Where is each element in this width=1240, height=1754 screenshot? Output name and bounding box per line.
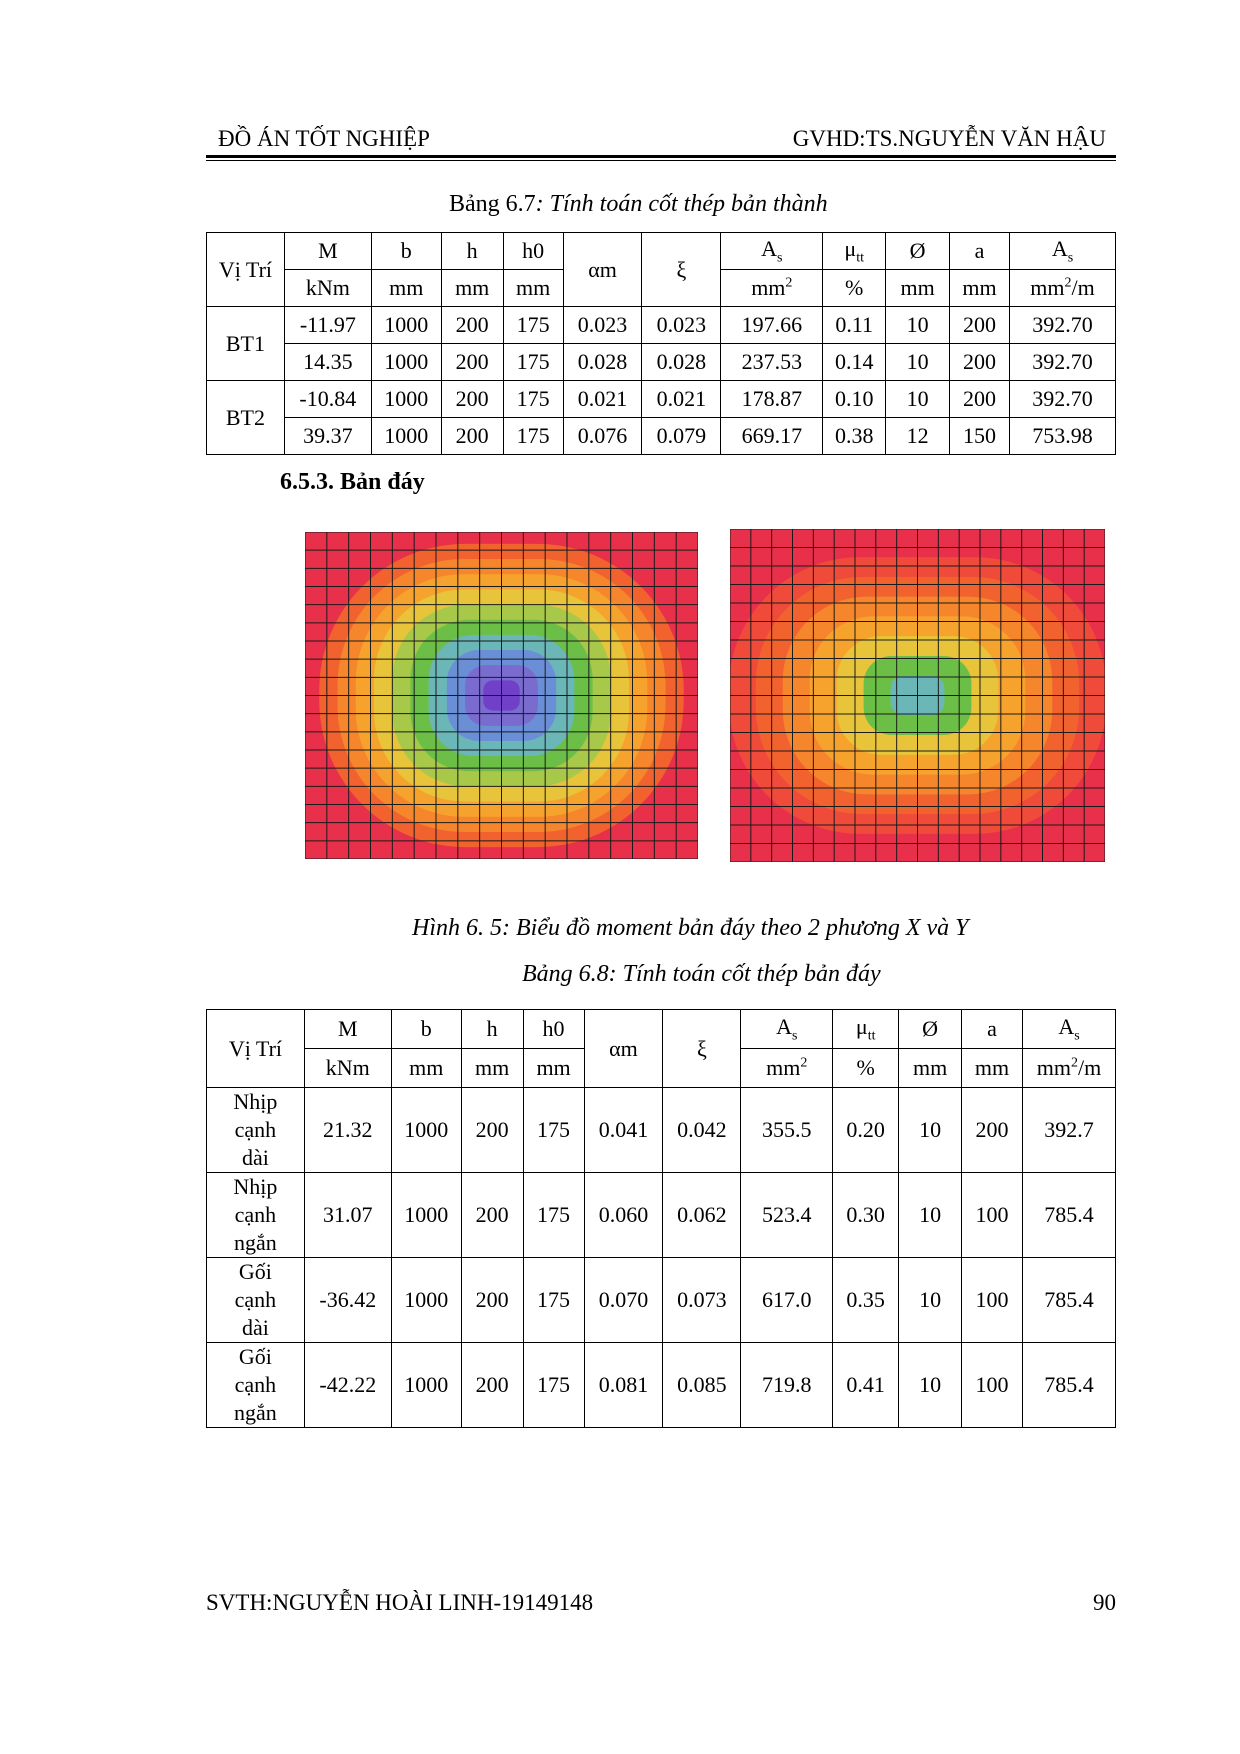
row-group-label: BT2 [207, 381, 285, 455]
table1-body [207, 307, 1116, 455]
unit-M: kNm [284, 270, 371, 307]
table-cell: 200 [461, 1173, 523, 1258]
table-cell: 200 [950, 381, 1010, 418]
header-right: GVHD:TS.NGUYỄN VĂN HẬU [792, 126, 1106, 151]
table-cell: 175 [503, 418, 563, 455]
moment-contour-y [730, 529, 1105, 862]
table-cell: 100 [962, 1173, 1023, 1258]
table-cell: 1000 [371, 344, 441, 381]
row-label-line: dài [241, 1315, 269, 1340]
table-cell: 1000 [391, 1173, 461, 1258]
col-header-am: αm [563, 233, 642, 307]
page-number: 90 [1093, 1590, 1116, 1615]
table-cell: 175 [503, 344, 563, 381]
footer-student: SVTH:NGUYỄN HOÀI LINH-19149148 [206, 1590, 594, 1615]
table-cell: 200 [441, 307, 503, 344]
table-cell: 178.87 [721, 381, 823, 418]
unit-mu: % [833, 1049, 899, 1088]
table-cell: 0.028 [563, 344, 642, 381]
table-cell: 200 [441, 418, 503, 455]
table-cell: 200 [962, 1088, 1023, 1173]
table-cell: 200 [441, 344, 503, 381]
table-cell: 392.70 [1010, 307, 1116, 344]
row-label-line: Gối [238, 1344, 272, 1369]
table-cell: 39.37 [284, 418, 371, 455]
table-row [207, 1088, 1116, 1173]
table-cell: 200 [461, 1258, 523, 1343]
table-cell: 31.07 [304, 1173, 391, 1258]
table-cell: 0.021 [642, 381, 721, 418]
table-row [207, 418, 1116, 455]
row-label-line: cạnh [234, 1202, 277, 1227]
table-cell: 0.14 [823, 344, 886, 381]
unit-As-per-m: $mm^2/m$ [1010, 270, 1116, 307]
unit-b: mm [391, 1049, 461, 1088]
col-header-a: a [962, 1010, 1023, 1049]
row-label-line: Nhịp [233, 1174, 278, 1199]
table-row [207, 307, 1116, 344]
unit-M: kNm [304, 1049, 391, 1088]
row-label-line: Gối [238, 1259, 272, 1284]
unit-a: mm [962, 1049, 1023, 1088]
row-label-line: cạnh [234, 1372, 277, 1397]
table-cell: 719.8 [741, 1343, 833, 1428]
unit-As: $mm^2$ [721, 270, 823, 307]
unit-mu: % [823, 270, 886, 307]
unit-As: $mm^2$ [741, 1049, 833, 1088]
section-title: 6.5.3. Bản đáy [280, 469, 425, 495]
unit-phi: mm [886, 270, 950, 307]
col-header-vitri: Vị Trí [207, 233, 285, 307]
col-header-M: M [284, 233, 371, 270]
table-cell: 12 [886, 418, 950, 455]
col-header-h: h [461, 1010, 523, 1049]
table-cell: 175 [503, 307, 563, 344]
table-cell: 150 [950, 418, 1010, 455]
table-cell: 175 [523, 1343, 584, 1428]
table-cell: 237.53 [721, 344, 823, 381]
table-cell: 10 [886, 307, 950, 344]
row-label-line: Nhịp [233, 1089, 278, 1114]
col-header-xi: ξ [642, 233, 721, 307]
table2-body [207, 1088, 1116, 1428]
table-cell: 0.023 [563, 307, 642, 344]
table-cell: 200 [950, 307, 1010, 344]
table-cell: 523.4 [741, 1173, 833, 1258]
table-cell: -10.84 [284, 381, 371, 418]
row-label-line: cạnh [234, 1287, 277, 1312]
table-cell: -11.97 [284, 307, 371, 344]
page-header [206, 120, 1116, 156]
header-left: ĐỒ ÁN TỐT NGHIỆP [218, 126, 430, 151]
row-label-line: cạnh [234, 1117, 277, 1142]
table-cell: 200 [441, 381, 503, 418]
col-header-phi: Ø [886, 233, 950, 270]
table-cell: 0.041 [584, 1088, 663, 1173]
table-cell: 10 [886, 344, 950, 381]
col-header-mu: $\mu_{tt}$ [833, 1010, 899, 1049]
table-cell: 0.023 [642, 307, 721, 344]
figure-caption: Hình 6. 5: Biểu đồ moment bản đáy theo 2 phương X và Y [412, 915, 969, 941]
table-cell: 0.081 [584, 1343, 663, 1428]
table-cell: 175 [523, 1088, 584, 1173]
table-cell: 1000 [391, 1088, 461, 1173]
table-cell: 392.7 [1022, 1088, 1115, 1173]
table-row [207, 1343, 1116, 1428]
col-header-phi: Ø [899, 1010, 962, 1049]
header-rule-thin [206, 160, 1116, 161]
table2-slab-reinforcement [206, 1009, 1116, 1428]
table-cell: 197.66 [721, 307, 823, 344]
table-cell: 21.32 [304, 1088, 391, 1173]
unit-a: mm [950, 270, 1010, 307]
table-cell: 785.4 [1022, 1343, 1115, 1428]
row-label [207, 1173, 305, 1258]
table-cell: 617.0 [741, 1258, 833, 1343]
table-cell: 0.073 [663, 1258, 741, 1343]
table-cell: 1000 [371, 307, 441, 344]
row-label-line: ngắn [234, 1230, 277, 1255]
table-cell: 175 [503, 381, 563, 418]
table-cell: 0.070 [584, 1258, 663, 1343]
col-header-b: b [391, 1010, 461, 1049]
row-label-line: ngắn [234, 1400, 277, 1425]
table-cell: 392.70 [1010, 381, 1116, 418]
row-label-line: dài [241, 1145, 269, 1170]
table-cell: 0.30 [833, 1173, 899, 1258]
table-cell: 10 [899, 1258, 962, 1343]
table-cell: 0.38 [823, 418, 886, 455]
row-label [207, 1088, 305, 1173]
table2-caption: Bảng 6.8: Tính toán cốt thép bản đáy [522, 961, 881, 987]
table-cell: 0.060 [584, 1173, 663, 1258]
table-cell: 785.4 [1022, 1173, 1115, 1258]
col-header-h: h [441, 233, 503, 270]
unit-phi: mm [899, 1049, 962, 1088]
unit-h: mm [461, 1049, 523, 1088]
table-cell: 753.98 [1010, 418, 1116, 455]
table-cell: 200 [461, 1343, 523, 1428]
table-cell: 0.076 [563, 418, 642, 455]
table-cell: 669.17 [721, 418, 823, 455]
col-header-b: b [371, 233, 441, 270]
table-cell: 1000 [371, 418, 441, 455]
table-row [207, 381, 1116, 418]
table-cell: 0.35 [833, 1258, 899, 1343]
table-cell: 0.41 [833, 1343, 899, 1428]
table-cell: 200 [950, 344, 1010, 381]
table-cell: 0.062 [663, 1173, 741, 1258]
col-header-As-per-m: $A_s$ [1010, 233, 1116, 270]
col-header-mu: $\mu_{tt}$ [823, 233, 886, 270]
col-header-am: αm [584, 1010, 663, 1088]
table-cell: 0.021 [563, 381, 642, 418]
table-cell: 10 [886, 381, 950, 418]
col-header-vitri: Vị Trí [207, 1010, 305, 1088]
table1-wall-reinforcement [206, 232, 1116, 455]
table-cell: 100 [962, 1258, 1023, 1343]
table-cell: 10 [899, 1173, 962, 1258]
table-cell: 10 [899, 1088, 962, 1173]
table-cell: 0.085 [663, 1343, 741, 1428]
table-cell: 0.042 [663, 1088, 741, 1173]
unit-h: mm [441, 270, 503, 307]
unit-As-per-m: $mm^2/m$ [1022, 1049, 1115, 1088]
table-cell: 0.10 [823, 381, 886, 418]
table-row [207, 1258, 1116, 1343]
table2-header-row [207, 1010, 1116, 1049]
table-cell: 0.079 [642, 418, 721, 455]
row-label [207, 1258, 305, 1343]
row-label [207, 1343, 305, 1428]
table-row [207, 344, 1116, 381]
table-cell: 785.4 [1022, 1258, 1115, 1343]
unit-h0: mm [523, 1049, 584, 1088]
table-cell: 100 [962, 1343, 1023, 1428]
col-header-M: M [304, 1010, 391, 1049]
table-cell: 1000 [391, 1343, 461, 1428]
table-cell: 355.5 [741, 1088, 833, 1173]
table-cell: 175 [523, 1258, 584, 1343]
row-group-label: BT1 [207, 307, 285, 381]
table-cell: 0.028 [642, 344, 721, 381]
unit-b: mm [371, 270, 441, 307]
table-cell: 14.35 [284, 344, 371, 381]
table-cell: 0.20 [833, 1088, 899, 1173]
table-row [207, 1173, 1116, 1258]
col-header-xi: ξ [663, 1010, 741, 1088]
table-cell: -36.42 [304, 1258, 391, 1343]
table-cell: 10 [899, 1343, 962, 1428]
table1-caption: Bảng 6.7: Tính toán cốt thép bản thành [449, 191, 828, 217]
table-cell: 392.70 [1010, 344, 1116, 381]
unit-h0: mm [503, 270, 563, 307]
col-header-As: $A_s$ [741, 1010, 833, 1049]
col-header-As: $A_s$ [721, 233, 823, 270]
table-cell: 175 [523, 1173, 584, 1258]
col-header-As-per-m: $A_s$ [1022, 1010, 1115, 1049]
table-cell: 200 [461, 1088, 523, 1173]
table1-header-row [207, 233, 1116, 270]
table-cell: 1000 [371, 381, 441, 418]
table-cell: 0.11 [823, 307, 886, 344]
col-header-h0: h0 [523, 1010, 584, 1049]
col-header-a: a [950, 233, 1010, 270]
table-cell: -42.22 [304, 1343, 391, 1428]
col-header-h0: h0 [503, 233, 563, 270]
header-rule-thick [206, 155, 1116, 158]
table-cell: 1000 [391, 1258, 461, 1343]
moment-contour-x [305, 532, 698, 859]
